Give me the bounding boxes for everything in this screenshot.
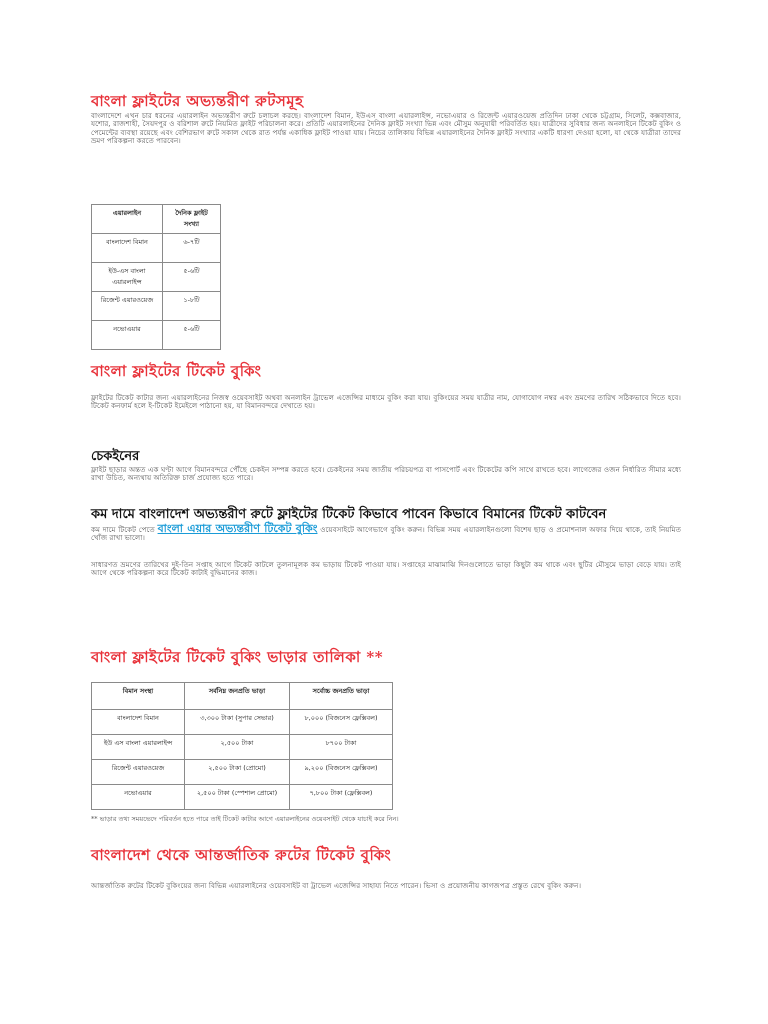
section-ticket-booking [91, 362, 681, 411]
table-cell: ৭,৮০০ টাকা (ফ্লেক্সিবল) [290, 785, 393, 810]
section-heading: বাংলা ফ্লাইটের অভ্যন্তরীণ রুটসমূহ [91, 92, 304, 110]
table-row [92, 234, 221, 263]
table-cell: ৫-৬টি [163, 321, 221, 350]
table-row [92, 292, 221, 321]
section-cheap-tickets [91, 506, 681, 578]
table-header-min-fare: সর্বনিম্ন জনপ্রতি ভাড়া [185, 683, 290, 710]
table-header-airline: বিমান সংস্থা [92, 683, 185, 710]
table-cell: ২,৫০০ টাকা [185, 735, 290, 760]
table-cell: ২,৫০০ টাকা (প্রোমো) [185, 760, 290, 785]
section-fare-list [91, 648, 681, 825]
table-cell: ৬-৭টি [163, 234, 221, 263]
table-cell: ২,৫০০ টাকা (স্পেশাল প্রোমো) [185, 785, 290, 810]
table-row [92, 710, 393, 735]
body-text: কম দামে টিকেট পেতে [91, 525, 155, 534]
section-heading: চেকইনের [91, 449, 140, 464]
section-body: সাধারণত ভ্রমণের তারিখের দুই-তিন সপ্তাহ আগে টিকেট কাটলে তুলনামূলক কম ভাড়ায় টিকেট পাওয়া যায়। সপ্তাহের মাঝামাঝি দিনগুলোতে ভাড়া কিছুটা কম থাকে এবং ছুটির মৌসুমে ভাড়া বেড়ে যায়। তাই আগে থেকে পরিকল্পনা করে টিকেট কাটাই বুদ্ধিমানের কাজ। [91, 559, 681, 578]
table-cell: রিজেন্ট এয়ারওয়েজ [92, 292, 163, 321]
section-body: ফ্লাইট ছাড়ার অন্তত এক ঘণ্টা আগে বিমানবন্দরে পৌঁছে চেকইন সম্পন্ন করতে হবে। চেকইনের সময় জাতীয় পরিচয়পত্র বা পাসপোর্ট এবং টিকেটের কপি সাথে রাখতে হবে। লাগেজের ওজন নির্ধারিত সীমার মধ্যে রাখা উচিত, অন্যথায় অতিরিক্ত চার্জ প্রযোজ্য হতে পারে। [91, 465, 681, 483]
table-cell: ইউ এস বাংলা এয়ারলাইন্স [92, 735, 185, 760]
fare-table [91, 682, 393, 810]
table-cell: নভোএয়ার [92, 785, 185, 810]
table-row [92, 760, 393, 785]
table-header-airline: এয়ারলাইন [92, 205, 163, 234]
table-cell: ৮,০০০ (বিজনেস ফ্লেক্সিবল) [290, 710, 393, 735]
table-header-max-fare: সর্বোচ্চ জনপ্রতি ভাড়া [290, 683, 393, 710]
table-cell: ১-৮টি [163, 292, 221, 321]
section-heading: কম দামে বাংলাদেশ অভ্যন্তরীণ রুটে ফ্লাইটের টিকেট কিভাবে পাবেন কিভাবে বিমানের টিকেট কাটবেন [91, 507, 607, 522]
table-cell: নভোএয়ার [92, 321, 163, 350]
table-cell: রিজেন্ট এয়ারওয়েজ [92, 760, 185, 785]
table-cell: ৩,৩০০ টাকা (সুপার সেভার) [185, 710, 290, 735]
section-heading: বাংলা ফ্লাইটের টিকেট বুকিং [91, 362, 262, 380]
table-cell: বাংলাদেশ বিমান [92, 234, 163, 263]
body-text: ওয়েবসাইটে আগেভাগে বুকিং করুন। বিভিন্ন সময় এয়ারলাইনগুলো বিশেষ ছাড় ও প্রমোশনাল অফার দিয়ে থাকে, তাই নিয়মিত খোঁজ রাখা ভালো। [91, 525, 681, 543]
section-body: ফ্লাইটের টিকেট কাটার জন্য এয়ারলাইনের নিজস্ব ওয়েবসাইট অথবা অনলাইন ট্রাভেল এজেন্সির মাধ্যমে বুকিং করা যায়। বুকিংয়ের সময় যাত্রীর নাম, যোগাযোগ নম্বর এবং ভ্রমণের তারিখ সঠিকভাবে দিতে হবে। টিকেট কনফার্ম হলে ই-টিকেট ইমেইলে পাঠানো হয়, যা বিমানবন্দরে দেখাতে হয়। [91, 393, 681, 411]
table-cell: ইউ-এস বাংলা এয়ারলাইন্স [92, 263, 163, 292]
section-checkin [91, 448, 681, 483]
section-body: আন্তর্জাতিক রুটের টিকেট বুকিংয়ের জন্য বিভিন্ন এয়ারলাইনের ওয়েবসাইট বা ট্রাভেল এজেন্সির সাহায্য নিতে পারেন। ভিসা ও প্রয়োজনীয় কাগজপত্র প্রস্তুত রেখে বুকিং করুন। [91, 881, 582, 890]
table-header-flight-count: দৈনিক ফ্লাইট সংখ্যা [163, 205, 221, 234]
section-heading: বাংলাদেশ থেকে আন্তর্জাতিক রুটের টিকেট বুকিং [91, 846, 392, 864]
section-body: বাংলাদেশে এখন চার ধরনের এয়ারলাইন অভ্যন্তরীণ রুটে চলাচল করছে। বাংলাদেশ বিমান, ইউএস বাংলা এয়ারলাইন্স, নভোএয়ার ও রিজেন্ট এয়ারওয়েজ প্রতিদিন ঢাকা থেকে চট্টগ্রাম, সিলেট, কক্সবাজার, যশোর, রাজশাহী, সৈয়দপুর ও বরিশাল রুটে নিয়মিত ফ্লাইট পরিচালনা করে। প্রতিটি এয়ারলাইনের দৈনিক ফ্লাইট সংখ্যা ভিন্ন এবং মৌসুম অনুযায়ী পরিবর্তিত হয়। যাত্রীদের সুবিধার জন্য অনলাইনে টিকেট বুকিং ও পেমেন্টের ব্যবস্থা রয়েছে এবং বেশিরভাগ রুটে সকাল থেকে রাত পর্যন্ত একাধিক ফ্লাইট পাওয়া যায়। নিচের তালিকায় বিভিন্ন এয়ারলাইনের দৈনিক ফ্লাইট সংখ্যার একটি ধারণা দেওয়া হলো, যা থেকে যাত্রীরা তাদের ভ্রমণ পরিকল্পনা করতে পারবেন। [91, 111, 681, 146]
table-cell: ৫-৬টি [163, 263, 221, 292]
fare-note: ** ভাড়ার তথ্য সময়ভেদে পরিবর্তন হতে পারে তাই টিকেট কাটার আগে এয়ারলাইনের ওয়েবসাইট থেকে যাচাই করে নিন। [91, 815, 399, 823]
section-flight-routes [91, 92, 681, 146]
table-cell: ৯,২০০ (বিজনেস ফ্লেক্সিবল) [290, 760, 393, 785]
table-row [92, 785, 393, 810]
section-body [91, 522, 681, 543]
section-heading: বাংলা ফ্লাইটের টিকেট বুকিং ভাড়ার তালিকা ** [91, 648, 384, 666]
table-row [92, 263, 221, 292]
table-cell: বাংলাদেশ বিমান [92, 710, 185, 735]
table-row [92, 735, 393, 760]
ticket-booking-link[interactable]: বাংলা এয়ার অভ্যন্তরীণ টিকেট বুকিং [157, 522, 318, 535]
daily-flights-table [91, 204, 231, 350]
table-cell: ৮৭০০ টাকা [290, 735, 393, 760]
table-row [92, 321, 221, 350]
section-international [91, 846, 681, 890]
